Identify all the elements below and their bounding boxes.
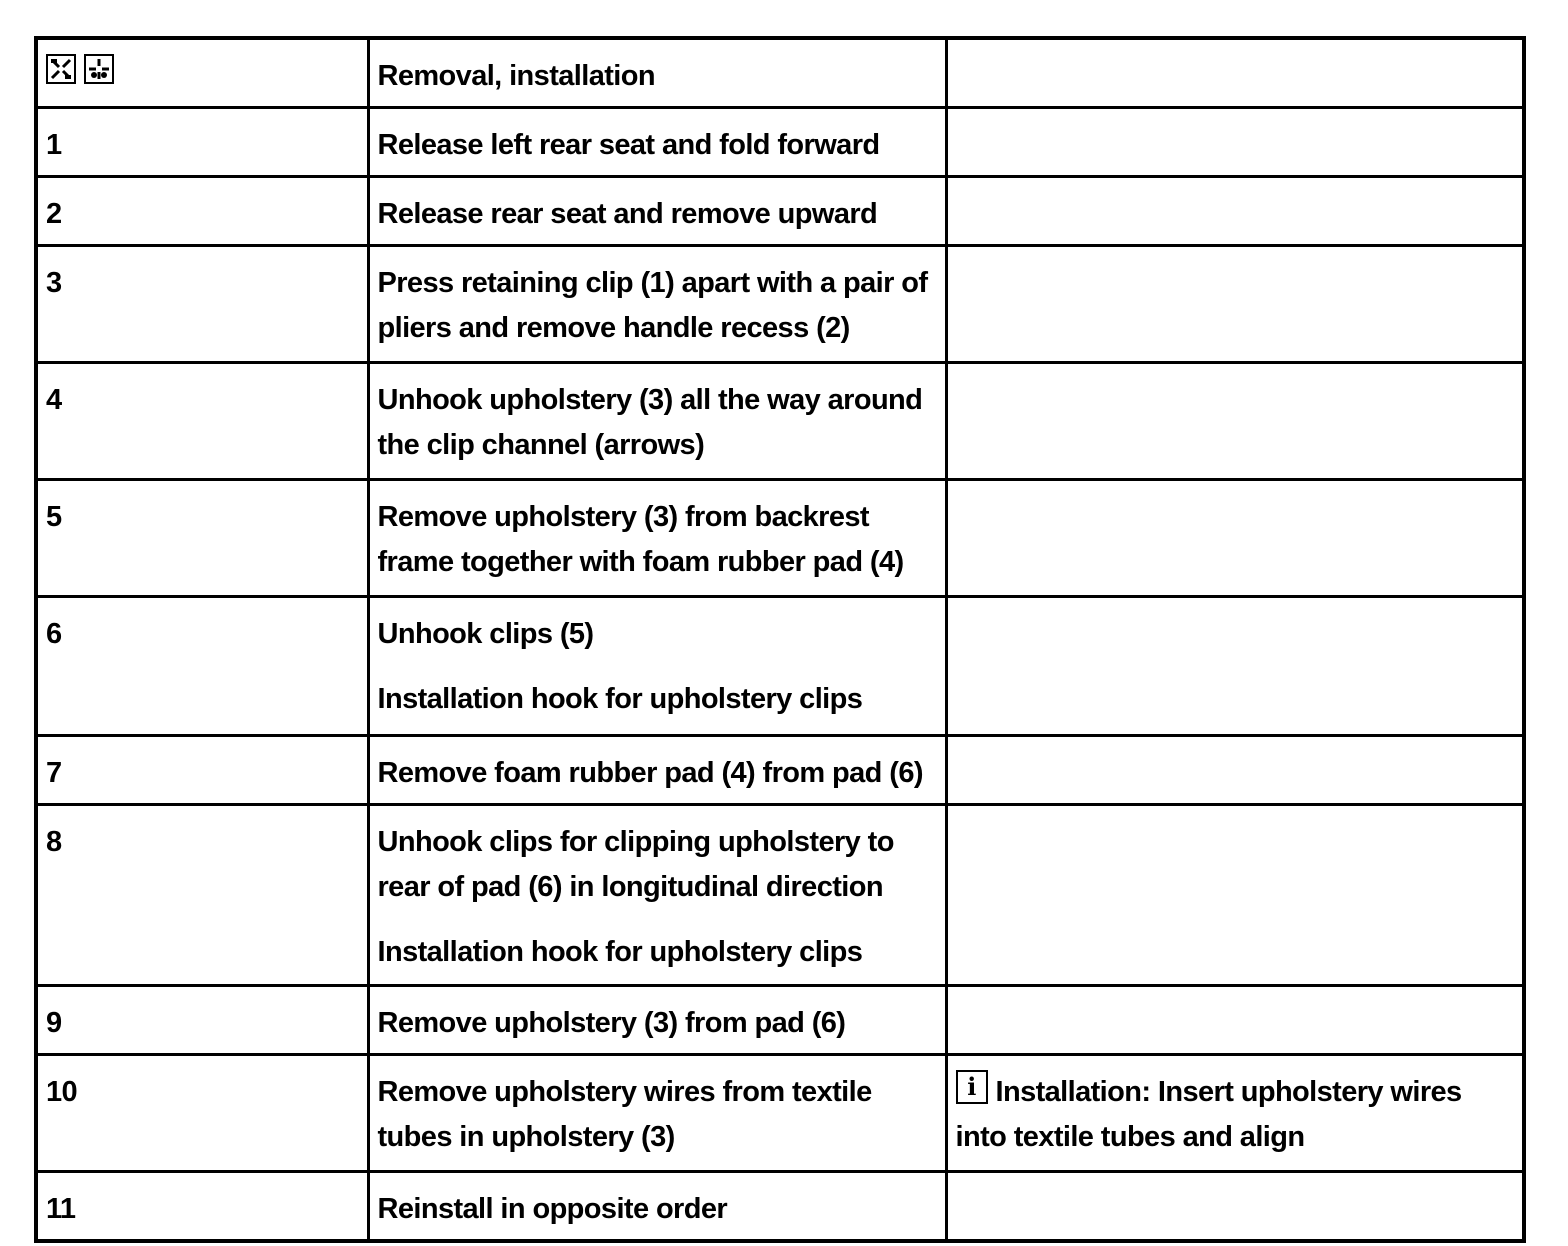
step-note xyxy=(946,805,1524,986)
header-title: Removal, installation xyxy=(368,38,946,108)
procedure-sheet xyxy=(34,36,1522,1243)
info-icon: i xyxy=(956,1070,988,1104)
step-text: Remove upholstery wires from textile tubes in upholstery (3) xyxy=(368,1055,946,1172)
tool-icon xyxy=(84,54,114,84)
step-note xyxy=(946,986,1524,1055)
step-tool-line: Installation hook for upholstery clips xyxy=(377,683,863,715)
step-text-cell xyxy=(368,597,946,736)
step-note-cell xyxy=(946,1055,1524,1172)
step-number: 10 xyxy=(36,1055,368,1172)
step-number: 2 xyxy=(36,177,368,246)
table-row xyxy=(36,363,1524,480)
step-note xyxy=(946,1172,1524,1242)
step-text: Remove upholstery (3) from backrest frame together with foam rubber pad (4) xyxy=(368,480,946,597)
procedure-table xyxy=(34,36,1526,1243)
step-number: 3 xyxy=(36,246,368,363)
table-row xyxy=(36,597,1524,736)
table-row xyxy=(36,1055,1524,1172)
step-note xyxy=(946,108,1524,177)
step-text: Release rear seat and remove upward xyxy=(368,177,946,246)
step-number: 9 xyxy=(36,986,368,1055)
step-text: Reinstall in opposite order xyxy=(368,1172,946,1242)
step-text: Remove foam rubber pad (4) from pad (6) xyxy=(368,736,946,805)
step-number: 11 xyxy=(36,1172,368,1242)
header-notes-cell xyxy=(946,38,1524,108)
step-note xyxy=(946,597,1524,736)
step-number: 4 xyxy=(36,363,368,480)
step-number: 1 xyxy=(36,108,368,177)
step-note: Installation: Insert upholstery wires into textile tubes and align xyxy=(955,1076,1462,1153)
table-row xyxy=(36,805,1524,986)
step-number: 8 xyxy=(36,805,368,986)
header-row xyxy=(36,38,1524,108)
step-note xyxy=(946,736,1524,805)
step-text: Remove upholstery (3) from pad (6) xyxy=(368,986,946,1055)
step-note xyxy=(946,246,1524,363)
step-tool-line: Installation hook for upholstery clips xyxy=(377,936,863,968)
step-number: 5 xyxy=(36,480,368,597)
table-row xyxy=(36,246,1524,363)
step-number: 6 xyxy=(36,597,368,736)
step-number: 7 xyxy=(36,736,368,805)
tool-icon xyxy=(46,54,76,84)
step-note xyxy=(946,480,1524,597)
table-row xyxy=(36,736,1524,805)
header-icons-cell xyxy=(36,38,368,108)
step-note xyxy=(946,177,1524,246)
step-note xyxy=(946,363,1524,480)
table-row xyxy=(36,986,1524,1055)
step-text: Unhook clips (5) xyxy=(377,618,594,650)
table-row xyxy=(36,177,1524,246)
table-row xyxy=(36,480,1524,597)
table-row xyxy=(36,108,1524,177)
step-text-cell xyxy=(368,805,946,986)
step-text: Release left rear seat and fold forward xyxy=(368,108,946,177)
step-text: Unhook upholstery (3) all the way around the clip channel (arrows) xyxy=(368,363,946,480)
table-row xyxy=(36,1172,1524,1242)
step-text: Press retaining clip (1) apart with a pair of pliers and remove handle recess (2) xyxy=(368,246,946,363)
step-text: Unhook clips for clipping upholstery to rear of pad (6) in longitudinal direction xyxy=(377,826,894,903)
